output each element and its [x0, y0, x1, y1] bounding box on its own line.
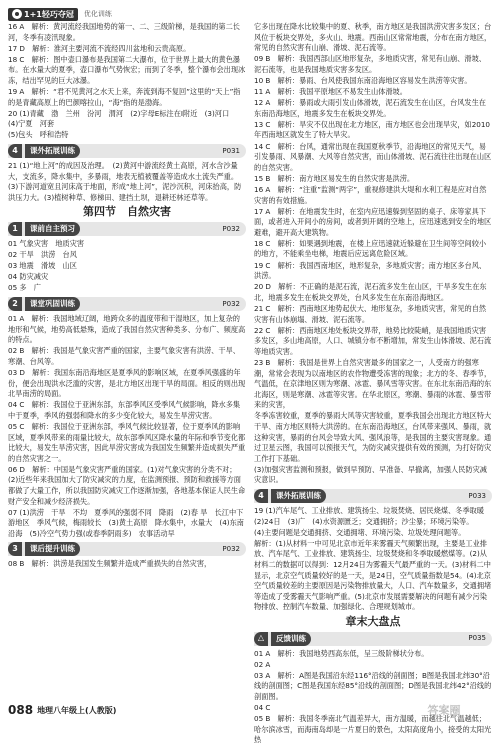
answer-paragraph: 07 (1)洪涝 干旱 不均 夏季风的强弱不同 降雨 (2)春 旱 长江中下游地区 季风气候，梅雨较长 (3)黄土高原 降水集中，水量大 (4)东南沿海 (5)冷空气势力强(或春季阴雨多) 农事活动早: [8, 507, 244, 538]
section-bar: [254, 489, 492, 503]
section-bar: [254, 632, 492, 646]
answer-paragraph: (5)包头 呼和浩特: [8, 130, 69, 140]
watermark: 答案圈: [427, 704, 461, 717]
answer-paragraph: 01 A 解析：我国地势西高东低，呈三级阶梯状分布。: [254, 648, 429, 658]
answer-paragraph: 02 B 解析：我国是气象灾害严重的国家，主要气象灾害有洪涝、干旱、寒潮、台风等。: [8, 346, 240, 366]
answer-paragraph: 18 C 解析：图中壶口瀑布是我国第二大瀑布，位于世界上最大的黄色瀑布。在水量大的夏季，壶口瀑布气势恢宏；而到了冬季，整个瀑布会出现冰冻，结出罕见的巨大冰瀑。: [8, 54, 246, 85]
section-title: 反馈训练: [271, 632, 311, 646]
section-label: [254, 489, 326, 503]
answer-paragraph: 14 C 解析：台风，通常出现在我国夏秋季节，沿海地区的常见天气，易引发暴雨、风暴潮、大风等自然灾害，而山体滑坡、泥石流往往出现在山区的自然灾害。: [254, 141, 492, 172]
answer-paragraph: 16 A 解析：黄河流经我国地势的第一、二、三级阶梯，是我国的第二长河，冬季有凌汛现象。: [8, 22, 240, 42]
brand-logo: [8, 8, 78, 21]
answer-paragraph: 04 C 解析：我国位于亚洲东部，东部季风区受季风气候影响，降水多集中于夏季，季风的强弱和降水的多少变化较大，易发生旱涝灾害。: [8, 400, 241, 420]
answer-paragraph: 12 A 解析：暴雨或大雨引发山体滑坡，泥石流发生在山区，台风发生在东南沿海地区，地震多发生在板块交界处。: [254, 98, 486, 118]
section-number-badge: 1: [8, 222, 22, 236]
answer-paragraph: 20 (1)青藏 渤 兰州 汾河 渭河 (2)字母E标注在Ⅰ附近 (3)河口 (4)宁夏 河套: [8, 108, 237, 129]
answer-paragraph: 19 C 解析：我国西南地区，地形复杂，多地质灾害；南方地区多台风、洪涝。: [254, 260, 487, 281]
answer-paragraph: 20 D 解析：不正确的是泥石流，泥石流多发生在山区，干旱多发生在东北，地震多发生在板块交界处，台风多发生在东南沿海地区。: [254, 282, 487, 302]
section-title: 课前自主预习: [25, 222, 80, 236]
answer-paragraph: 冬季冻害较重，夏季的暴雨大风等灾害较重，夏季我国会出现北方地区特大干旱、南方地区则特大洪涝的。在东南沿海地区，台风带来强风、暴雨，就这种灾害，暴雨的台风会导致大风、强风浪等，是我国的主要灾害现象。通过卫星云图，我国可以预报天气，为防灾减灾提供有效的预测，为打好防灾工作打下基础。: [254, 411, 492, 463]
answer-paragraph: 02 干旱 洪涝 台风: [8, 250, 77, 260]
answer-paragraph: 06 D 解析：中国是气象灾害严重的国家。(1)对气象灾害的分类不对；(2)近些年来我国加大了防灾减灾的力度，在监测预报、预防和救援等方面都做了大量工作，所以我国防灾减灾工作逐渐加强，各地基本保证人民生命财产安全和减少经济损失。: [8, 464, 246, 506]
section-label: [8, 222, 80, 236]
section-page-ref: P031: [222, 146, 240, 155]
left-column: [8, 22, 246, 710]
answer-paragraph: 03 D 解析：我国东南沿海地区是夏季风的影响区域，在夏季风强盛的年份，便会出现洪水泛滥的灾害，是北方地区出现干旱的局面。相反的则出现北旱南涝的局面。: [8, 367, 246, 399]
answer-paragraph: 19 A 解析：“君不见黄河之水天上来，奔流到海不复回”这里的“天上”指的是青藏高原上的巴颜喀拉山，“海”指的是渤海。: [8, 87, 241, 107]
answer-paragraph: 18 C 解析：如果遇到地震，在楼上应迅速就近躲避在卫生间等空间较小的地方，不能乘坐电梯，地震后应远离危险区域。: [254, 238, 487, 259]
answer-paragraph: 解析：(1)从材料一中可见北京市近年来雾霾天气频繁出现，主要是工业排放、汽车尾气、工业排放、建筑扬尘、垃圾焚烧和冬季取暖燃煤等。(2)从材料二的数据可以得到：12月24日为雾霾天气最严重的一天。(3)材料二中显示，北京空气质量较好的是一天，是24日，空气质量指数是54。(4)北京空气质量较差的主要原因是污染物排放量大，人口、汽车数量多，交通拥堵等造成了受雾霾天气影响严重。(5)北京市发展需要解决的问题有减少污染物排放、控制汽车数量、加强绿化、合理规划城市。: [254, 538, 492, 612]
answer-paragraph: 13 C 解析：旱灾不仅出现在北方地区，南方地区也会出现旱灾，如2010年西南地区就发生了特大旱灾。: [254, 119, 490, 140]
section-bar: [8, 297, 246, 311]
section-number-badge: 2: [8, 297, 22, 311]
section-bar: [8, 144, 246, 158]
answer-paragraph: 01 A 解析：我国地域辽阔，地跨众多的温度带和干湿地区，加上复杂的地形和气候，地势高低悬殊，造成了我国自然灾害种类多、分布广、频度高的特点。: [8, 313, 246, 345]
section-title: 课外拓展训练: [271, 489, 326, 503]
section-page-ref: P032: [222, 224, 240, 233]
section-page-ref: P033: [468, 491, 486, 500]
chapter-heading: 章末大盘点: [345, 614, 401, 628]
answer-paragraph: 04 防灾减灾: [8, 272, 49, 282]
section-label: [8, 542, 80, 556]
answer-paragraph: 15 B 解析：南方地区易发生的自然灾害是洪涝。: [254, 173, 415, 183]
answer-paragraph: 05 C 解析：我国位于亚洲东部，季风气候比较显著，位于夏季风的影响区域，夏季风带来的雨量比较大，故东部季风区降水量的年际和季节变化都比较大，易发生旱涝灾害，因此旱涝灾害成为我国发生频繁并造成损失严重的自然灾害之一。: [8, 421, 246, 463]
book-title: 地理八年级上(人教版): [37, 705, 117, 715]
answer-paragraph: 23 B 解析：我国是世界上自然灾害最多的国家之一，人受南方的强寒潮，常常会表现为以南地区的农作物遭受冻害的现象；北方的冬、春季节，气温低，在京津地区则为寒潮、冰雹、暴风雪等灾害。在东北东南沿海的东北海区，则是寒潮、冰雹等灾害。在华北原区，寒潮、暴雨的冰雹、暴雪带来的灾害，: [254, 357, 492, 410]
answer-paragraph: (4)主要问题是交通拥挤、交通拥堵、环境污染、垃圾处理问题等。: [254, 527, 466, 537]
logo-icon: [12, 9, 22, 19]
answer-paragraph: 02 A: [254, 659, 271, 669]
page-number: 088: [8, 703, 34, 717]
answer-paragraph: 01 气象灾害 地质灾害: [8, 239, 85, 248]
section-bar: [8, 542, 246, 556]
chapter-heading: 第四节 自然灾害: [83, 205, 171, 219]
answer-paragraph: 09 B 解析：我国西部山区地形复杂，多地质灾害，常见有山崩、滑坡、泥石流等，也是我国地质灾害多发区。: [254, 54, 486, 74]
section-title: 课堂巩固训练: [25, 297, 80, 311]
section-title: 课后提升训练: [25, 542, 80, 556]
section-bar: [8, 222, 246, 236]
section-number-badge: 4: [254, 489, 268, 503]
section-label: [254, 632, 311, 646]
answer-paragraph: 03 A 解析：A图是我国沿东经116°沿线的剖面图；B图是我国北纬30°沿线的剖面图；C图是我国东经85°沿线的剖面图；D图是我国北纬42°沿线的剖面图。: [254, 670, 492, 701]
section-number-badge: 3: [8, 542, 22, 556]
answer-paragraph: 03 地震 滑坡 山区: [8, 261, 77, 271]
section-number-badge: △: [254, 632, 268, 646]
answer-paragraph: 它多出现在降水比较集中的夏、秋季，南方地区是我国洪涝灾害多发区；台风位于板块交界处，多火山、地震。西南山区常常地震，分布在南方地区，常见的自然灾害有山崩、滑坡、泥石流等。: [254, 22, 492, 53]
page-footer: [8, 703, 116, 717]
section-label: [8, 297, 80, 311]
section-page-ref: P032: [222, 299, 240, 308]
logo-subtitle: 优化训练: [83, 10, 112, 18]
answer-paragraph: 04 C: [254, 703, 271, 713]
section-number-badge: 4: [8, 144, 22, 158]
answer-paragraph: 17 A 解析：在地震发生时，在室内应迅速躲到坚固的桌子、床等家具下面，或者进入开间小的房间，或者到开阔的空地上，应迅速逃到安全的地区避难，避开高大建筑物。: [254, 206, 492, 237]
answer-paragraph: 11 A 解析：我国平原地区不易发生山体滑坡。: [254, 87, 407, 97]
answer-paragraph: 05 B 解析：我国冬季南北气温差异大，南方温暖，而越往北气温越低；哈尔滨冰雪，而海南岛却是一片夏日的景色，太阳高度角小，接受的太阳光热: [254, 714, 492, 745]
answer-paragraph: 10 B 解析：暴雨、台风使我国东南沿海地区容易发生洪涝等灾害。: [254, 75, 472, 85]
answer-paragraph: 17 D 解析：淮河主要河流不流经四川盆地和云贵高原。: [8, 43, 191, 53]
answer-paragraph: 08 B 解析：洪涝是我国发生频繁并造成严重损失的自然灾害，: [8, 559, 212, 569]
answer-paragraph: 16 A 解析：“注重”监测“两字”，重视修建洪大堤和水利工程是应对自然灾害的有效措施。: [254, 184, 487, 205]
answer-paragraph: 22 C 解析：西南地区地处板块交界带，地势比较陡峭，是我国地质灾害多发区，多山地高原，人口、城镇分布不断增加，常发生山体滑坡、泥石流等地质灾害。: [254, 325, 492, 356]
logo-text: 1+1轻巧夺冠: [24, 9, 74, 19]
answer-paragraph: 05 多 广: [8, 283, 41, 293]
answer-paragraph: (3)加强灾害监测和预报，做到早预防、早准备、早撤离，加强人民防灾减灾意识。: [254, 464, 487, 485]
answer-paragraph: 21 C 解析：西南地区地势起伏大、地形复杂，多地质灾害，常见的自然灾害有山体崩塌、滑坡、泥石流等。: [254, 303, 487, 324]
section-page-ref: P035: [468, 634, 486, 643]
section-page-ref: P032: [222, 545, 240, 554]
section-label: [8, 144, 80, 158]
section-title: 课外拓展训练: [25, 144, 80, 158]
top-header: [8, 6, 492, 22]
answer-paragraph: 21 (1)“地上河”的成因及治理。 (2)黄河中游流经黄土高原，河水含沙量大，支流多，降水集中，多暴雨，地表无植被覆盖等造成水土流失严重。(3)下游河道宽且河床高于地面，形成“地上河”，泥沙沉积，河床抬高，防洪压力大。(3)植树种草、修梯田、建挡土坝，退耕还林还草等。: [8, 161, 242, 202]
answer-paragraph: 19 (1)汽车尾气、工业排放、建筑扬尘、垃圾焚烧、居民烧煤、冬季取暖 (2)24日 (3)广 (4)水资源匮乏；交通拥挤；沙尘暴；环境污染等。: [254, 506, 492, 526]
